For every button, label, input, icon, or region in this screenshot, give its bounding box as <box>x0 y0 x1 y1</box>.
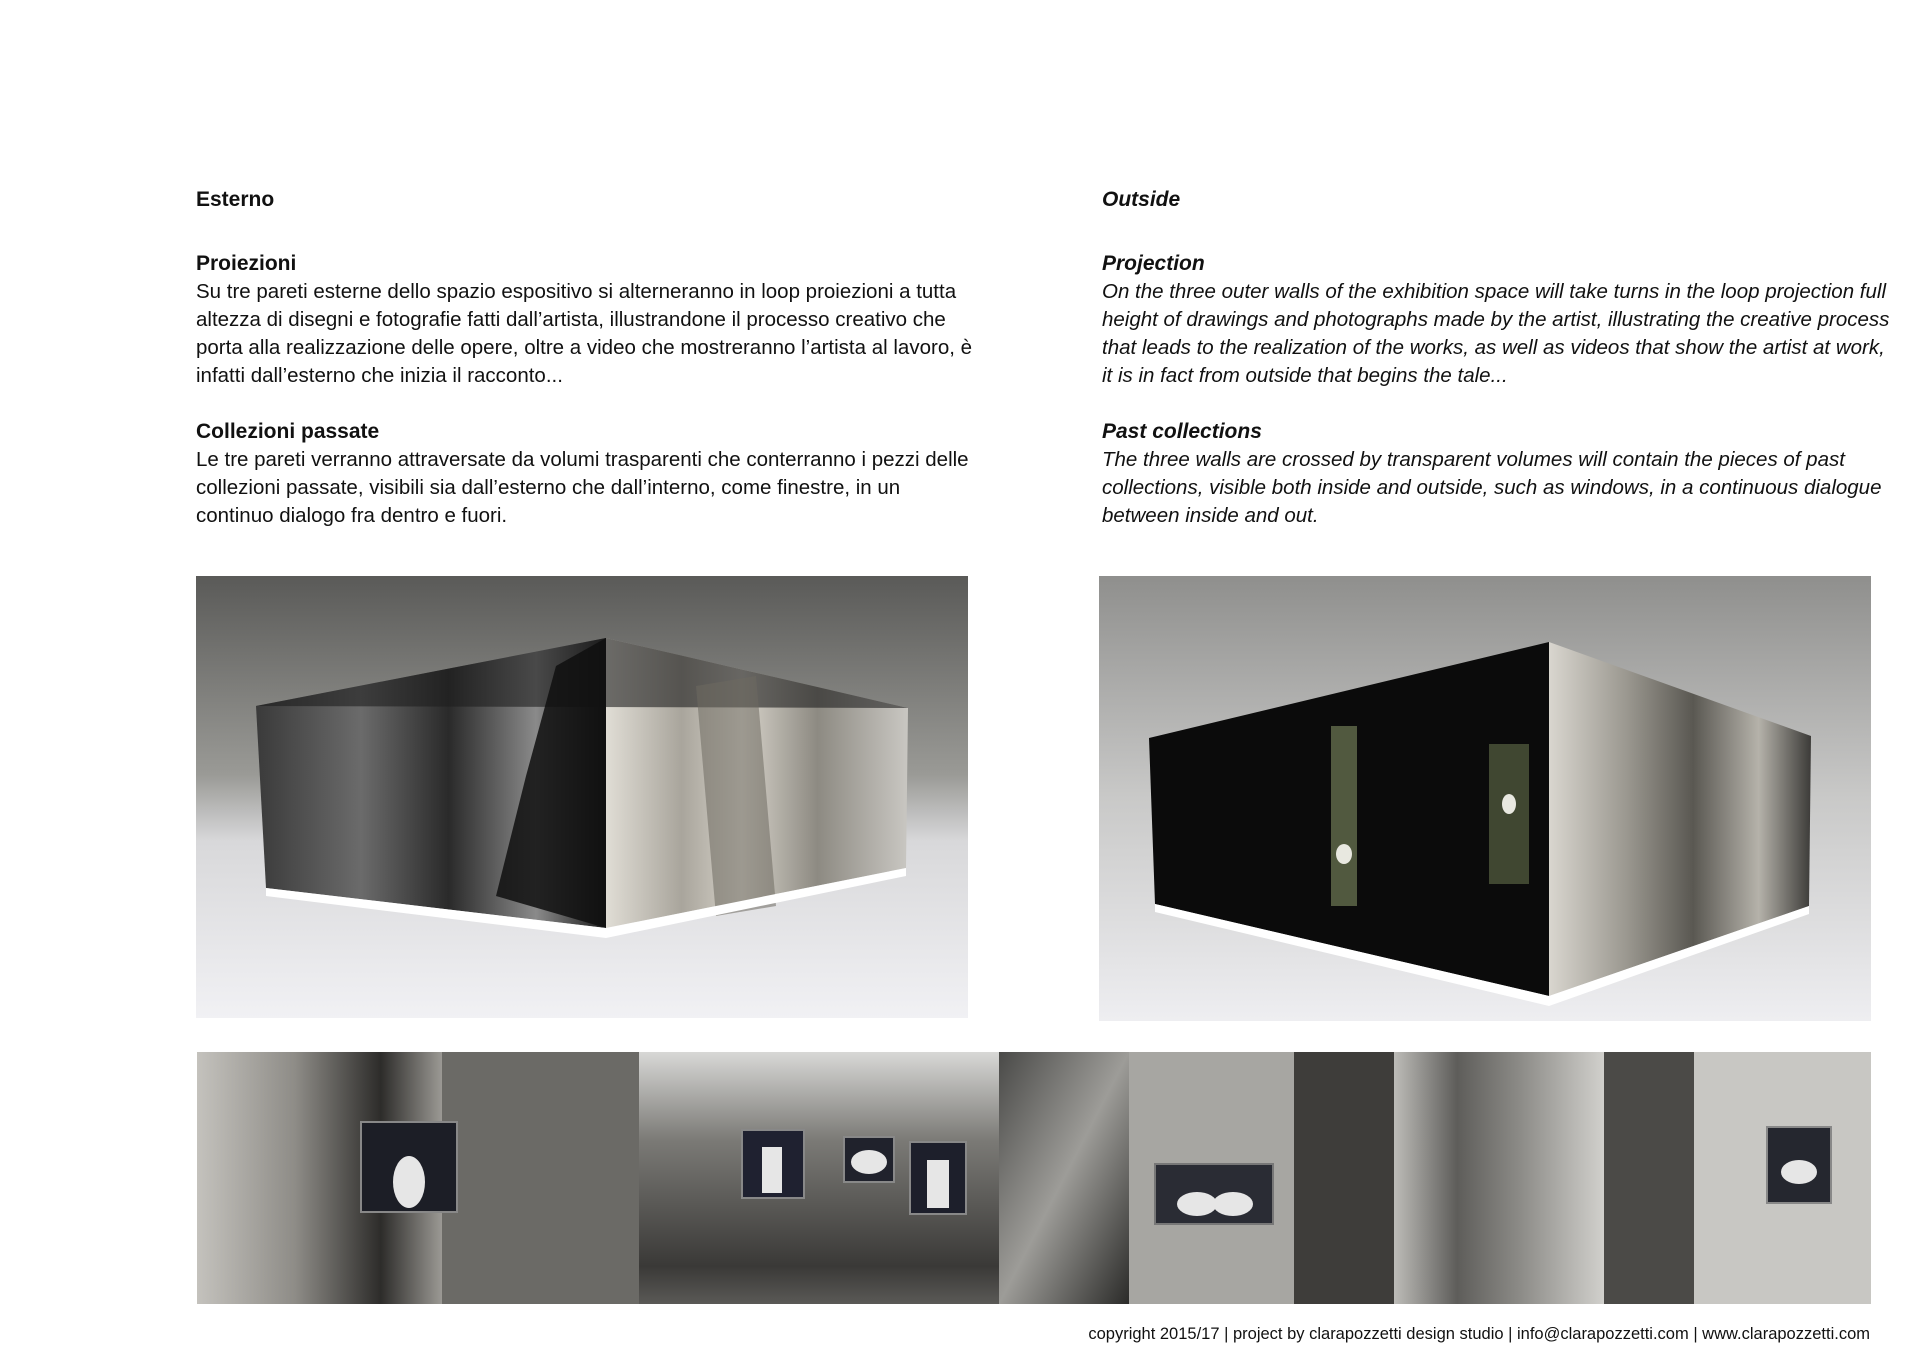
italian-section-title: Esterno <box>196 188 275 211</box>
model-exterior-photo <box>196 576 968 1018</box>
english-projection-heading: Projection <box>1102 252 1205 275</box>
italian-collections-text: Le tre pareti verranno attraversate da volumi trasparenti che conterranno i pezzi delle collezioni passate, visibili sia dall’esterno che dall’interno, come finestre, in un continuo dialogo fra dentro e fuori. <box>196 448 969 527</box>
english-collections-heading: Past collections <box>1102 420 1262 443</box>
italian-column <box>196 186 976 558</box>
italian-collections-heading: Collezioni passate <box>196 420 380 443</box>
english-collections-text: The three walls are crossed by transparent volumes will contain the pieces of past collections, visible both inside and outside, such as windows, in a continuous dialogue between inside and out. <box>1102 448 1882 527</box>
italian-projection-heading: Proiezioni <box>196 252 297 275</box>
english-projection-text: On the three outer walls of the exhibition space will take turns in the loop projection full height of drawings and photographs made by the artist, illustrating the creative process that leads to the realization of the works, as well as videos that show the artist at work, it is in fact from outside that begins the tale... <box>1102 280 1890 387</box>
english-section-title: Outside <box>1102 188 1181 211</box>
projection-panorama-strip <box>197 1052 1871 1304</box>
italian-projection-text: Su tre pareti esterne dello spazio espositivo si alterneranno in loop proiezioni a tutta altezza di disegni e fotografie fatti dall’artista, illustrandone il processo creativo che porta alla realizzazione delle opere, oltre a video che mostreranno l’artista al lavoro, è infatti dall’esterno che inizia il racconto... <box>196 280 973 387</box>
model-interior-photo <box>1099 576 1871 1021</box>
footer-copyright: copyright 2015/17 | project by clarapozzetti design studio | info@clarapozzetti.com | www.clarapozzetti.com <box>1088 1325 1870 1343</box>
english-column <box>1102 186 1892 558</box>
